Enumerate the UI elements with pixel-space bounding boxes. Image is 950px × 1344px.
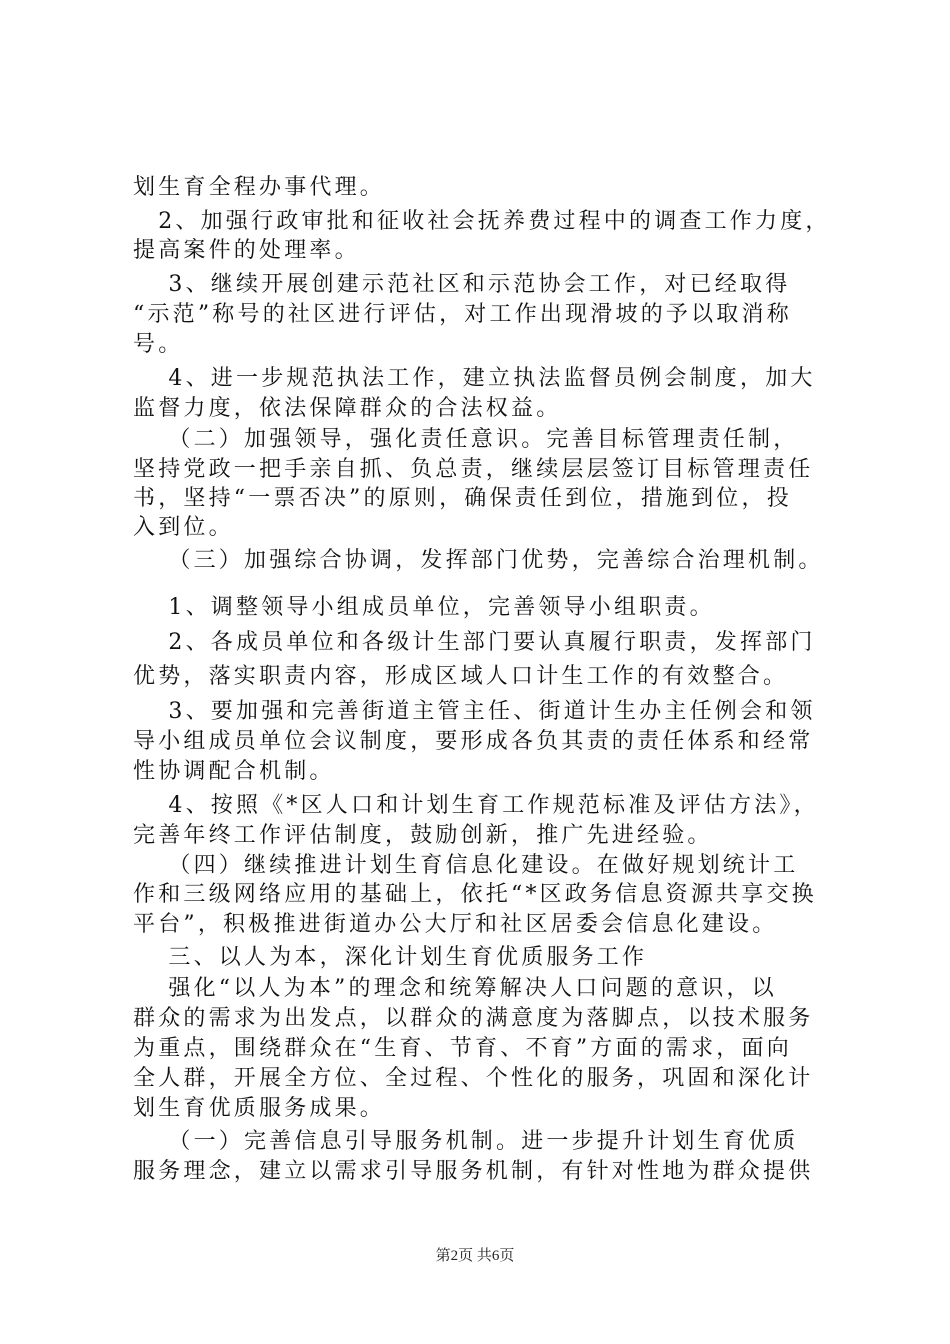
text-line: （二）加强领导，强化责任意识。完善目标管理责任制， <box>133 427 799 452</box>
text-line: 入到位。 <box>133 515 234 540</box>
text-line: 书，坚持“一票否决”的原则，确保责任到位，措施到位，投 <box>133 486 792 511</box>
text-line: 提高案件的处理率。 <box>133 238 360 263</box>
text-line: 坚持党政一把手亲自抓、负总责，继续层层签订目标管理责任 <box>133 457 814 482</box>
text-line: 划生育全程办事代理。 <box>133 175 386 200</box>
text-line: 4、按照《*区人口和计划生育工作规范标准及评估方法》， <box>133 793 819 818</box>
page-number-footer: 第2页 共6页 <box>435 1248 515 1264</box>
text-line: 作和三级网络应用的基础上，依托“*区政务信息资源共享交换 <box>133 882 817 907</box>
text-line: （四）继续推进计划生育信息化建设。在做好规划统计工 <box>133 853 799 878</box>
text-line: 3、要加强和完善街道主管主任、街道计生办主任例会和领 <box>133 699 816 724</box>
text-line: 三、以人为本，深化计划生育优质服务工作 <box>133 945 648 970</box>
text-line: 划生育优质服务成果。 <box>133 1096 386 1121</box>
text-line: 性协调配合机制。 <box>133 759 335 784</box>
text-line: 群众的需求为出发点，以群众的满意度为落脚点，以技术服务 <box>133 1006 814 1031</box>
text-line: 优势，落实职责内容，形成区域人口计生工作的有效整合。 <box>133 664 789 689</box>
text-line: 2、加强行政审批和征收社会抚养费过程中的调查工作力度， <box>133 209 831 234</box>
text-line: 3、继续开展创建示范社区和示范协会工作，对已经取得 <box>133 272 791 297</box>
text-line: 4、进一步规范执法工作，建立执法监督员例会制度，加大 <box>133 366 816 391</box>
text-line: 全人群，开展全方位、全过程、个性化的服务，巩固和深化计 <box>133 1066 814 1091</box>
text-line: 2、各成员单位和各级计生部门要认真履行职责，发挥部门 <box>133 630 816 655</box>
text-line: 导小组成员单位会议制度，要形成各负其责的责任体系和经常 <box>133 729 814 754</box>
text-line: 服务理念，建立以需求引导服务机制，有针对性地为群众提供 <box>133 1159 814 1184</box>
text-line: 完善年终工作评估制度，鼓励创新，推广先进经验。 <box>133 823 713 848</box>
text-line: 强化“以人为本”的理念和统筹解决人口问题的意识，以 <box>133 976 777 1001</box>
text-line: “示范”称号的社区进行评估，对工作出现滑坡的予以取消称 <box>133 302 792 327</box>
text-line: 为重点，围绕群众在“生育、节育、不育”方面的需求，面向 <box>133 1036 792 1061</box>
text-line: （一）完善信息引导服务机制。进一步提升计划生育优质 <box>133 1129 799 1154</box>
text-line: （三）加强综合协调，发挥部门优势，完善综合治理机制。 <box>133 548 824 573</box>
text-line: 平台”，积极推进街道办公大厅和社区居委会信息化建设。 <box>133 912 778 937</box>
text-line: 监督力度，依法保障群众的合法权益。 <box>133 396 562 421</box>
text-line: 1、调整领导小组成员单位，完善领导小组职责。 <box>133 595 715 620</box>
text-line: 号。 <box>133 332 184 357</box>
